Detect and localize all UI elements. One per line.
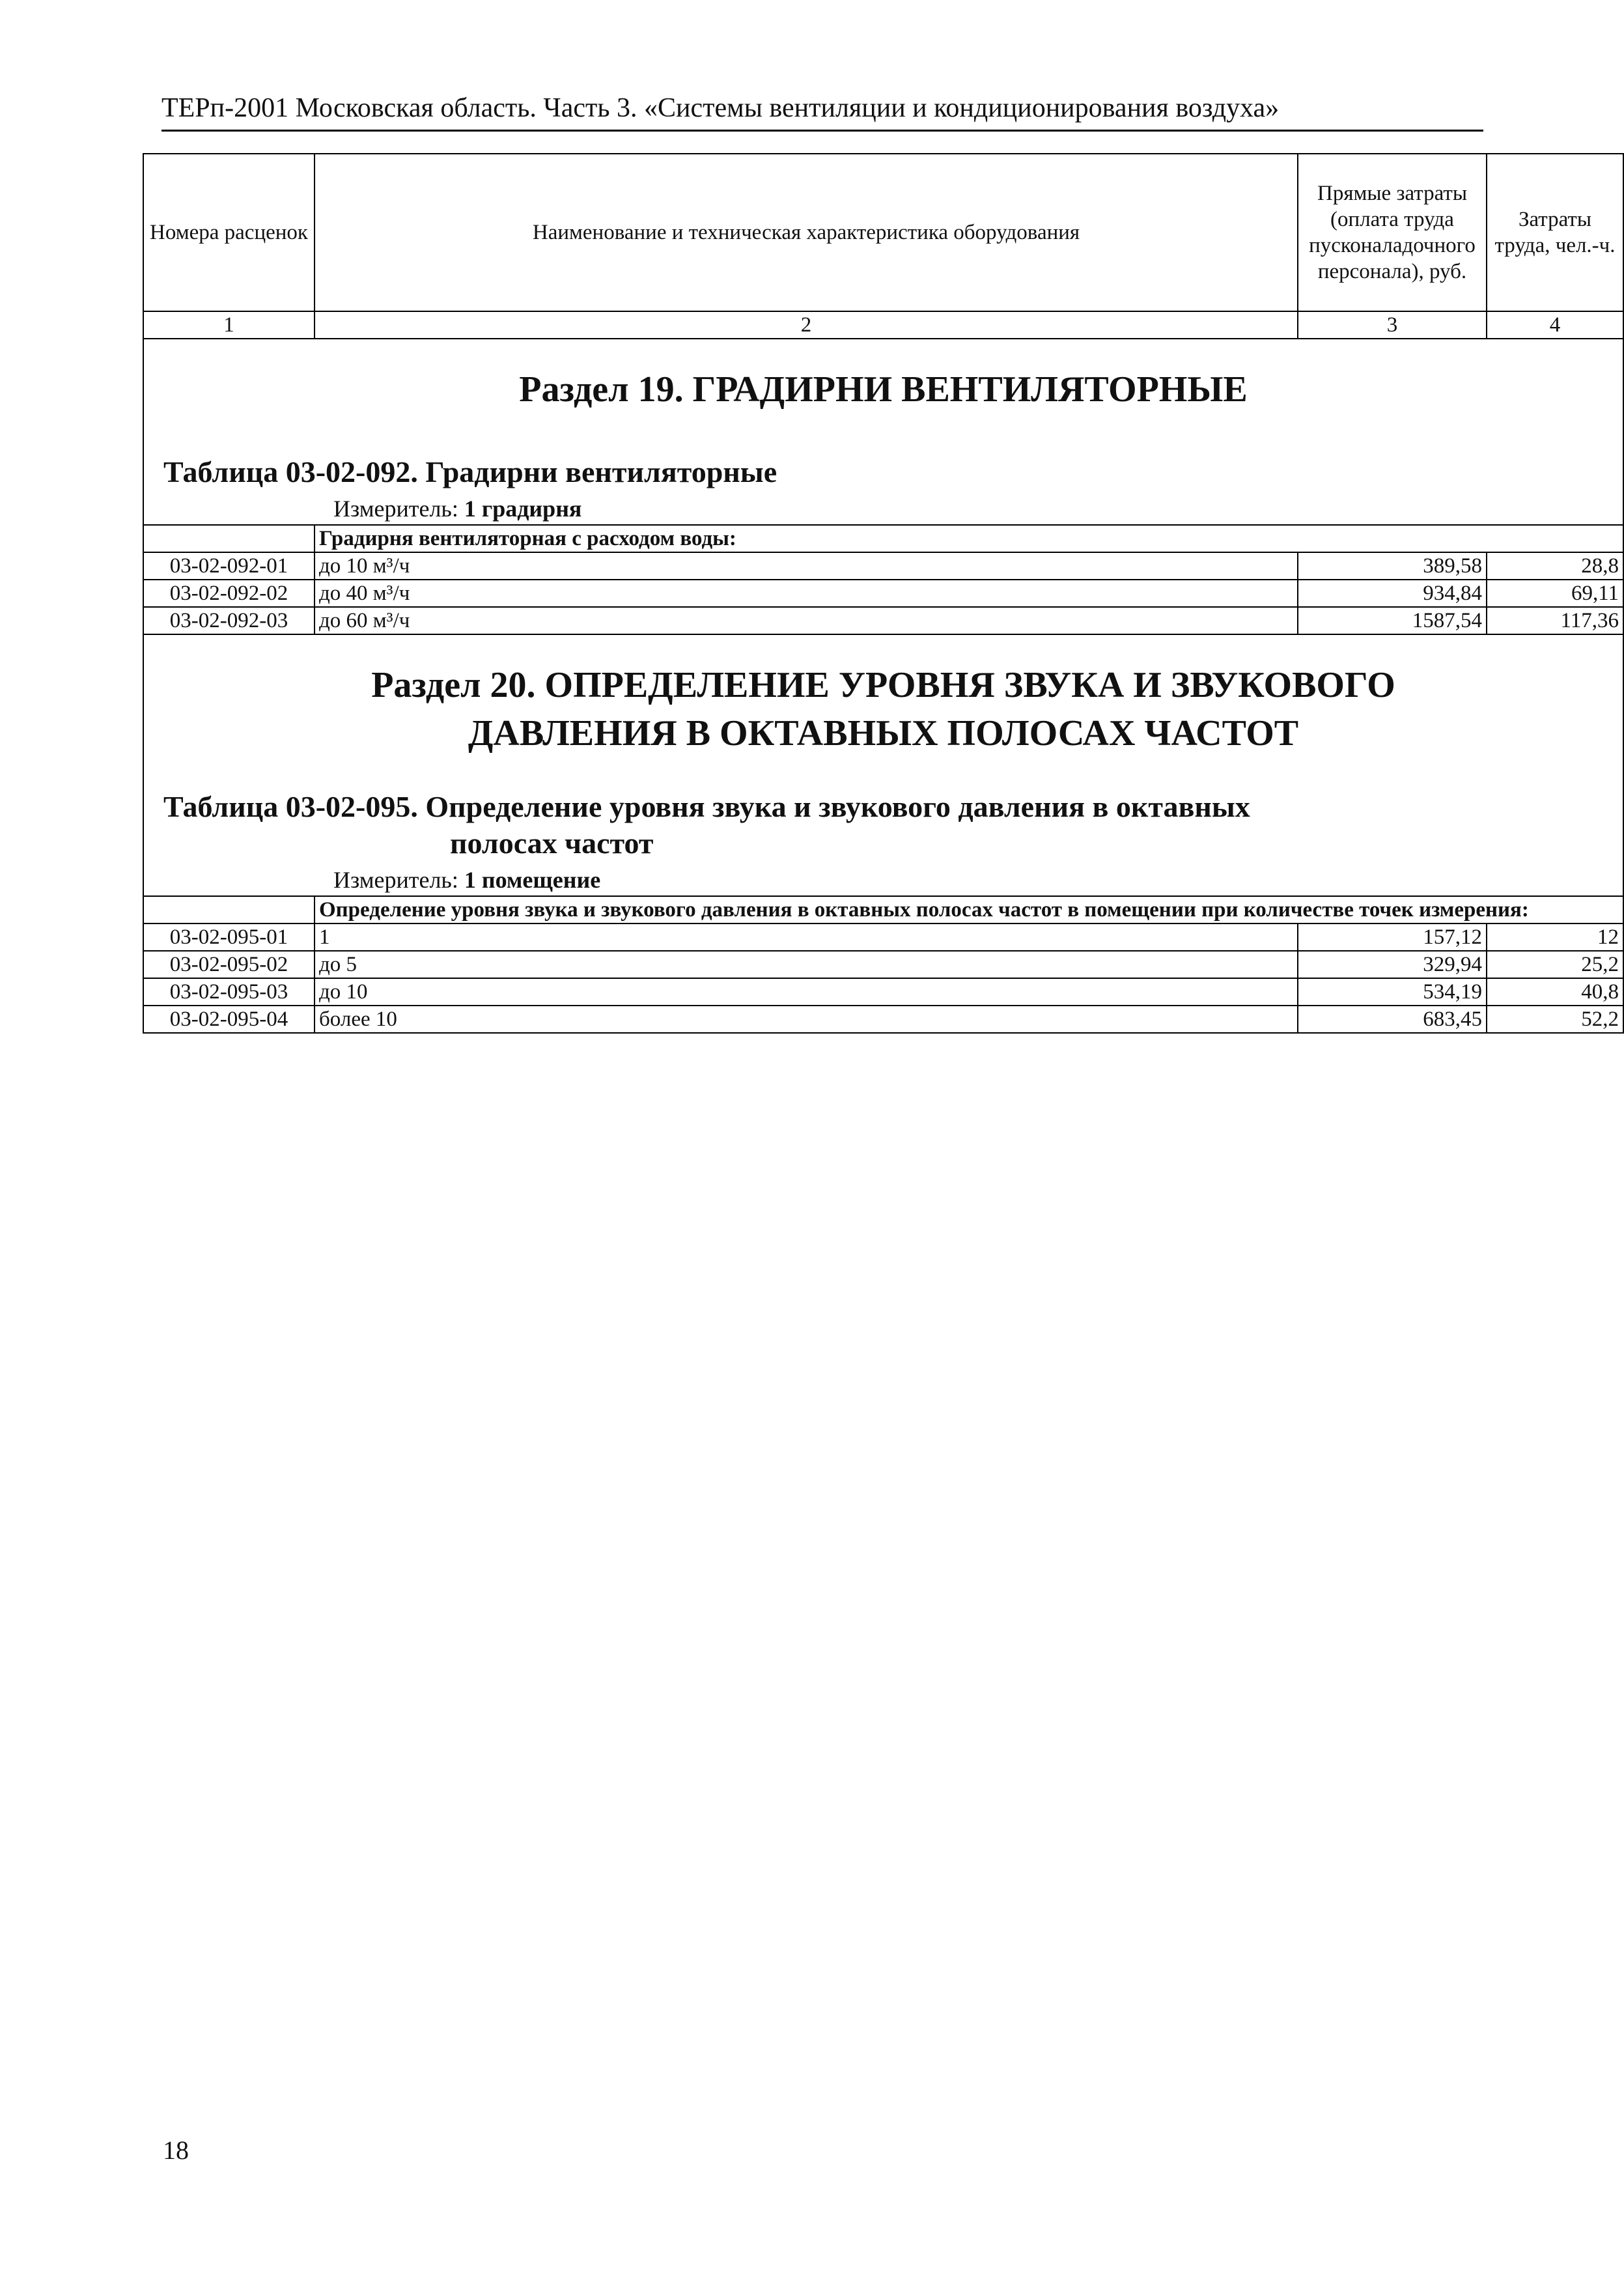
header-rule xyxy=(161,130,1483,132)
rate-labor: 40,8 xyxy=(1487,978,1623,1006)
table-095-title-line2: полосах частот xyxy=(450,826,654,860)
table-row xyxy=(143,923,1623,951)
table-095-title xyxy=(163,789,1619,862)
column-header-cost: Прямые затраты (оплата труда пусконаладочного персонала), руб. xyxy=(1298,154,1487,311)
rate-name: 1 xyxy=(315,923,1298,951)
rate-labor: 69,11 xyxy=(1487,580,1623,607)
section-19-heading-cell xyxy=(143,339,1623,525)
section-20-heading-row xyxy=(143,634,1623,896)
table-092-group-row xyxy=(143,525,1623,552)
page-number: 18 xyxy=(163,2136,189,2165)
table-095-group-title: Определение уровня звука и звукового давления в октавных полосах частот в помещении при количестве точек измерения: xyxy=(315,896,1623,923)
rate-name: до 5 xyxy=(315,951,1298,978)
table-092-meter xyxy=(333,494,1619,523)
section-20-title-line1: Раздел 20. ОПРЕДЕЛЕНИЕ УРОВНЯ ЗВУКА И ЗВУКОВОГО xyxy=(371,665,1395,705)
rate-code: 03-02-095-03 xyxy=(143,978,315,1006)
meter-label: Измеритель: xyxy=(333,867,458,893)
rate-code: 03-02-092-03 xyxy=(143,607,315,634)
meter-label: Измеритель: xyxy=(333,496,458,522)
column-number: 3 xyxy=(1298,311,1487,339)
table-row xyxy=(143,978,1623,1006)
rate-cost: 157,12 xyxy=(1298,923,1487,951)
rate-labor: 25,2 xyxy=(1487,951,1623,978)
section-19-heading-row xyxy=(143,339,1623,525)
column-number-row xyxy=(143,311,1623,339)
column-number: 4 xyxy=(1487,311,1623,339)
table-092-title: Таблица 03-02-092. Градирни вентиляторные xyxy=(163,455,777,488)
section-20-title-line2: ДАВЛЕНИЯ В ОКТАВНЫХ ПОЛОСАХ ЧАСТОТ xyxy=(468,713,1299,754)
rate-code: 03-02-092-01 xyxy=(143,552,315,580)
rate-name: до 60 м³/ч xyxy=(315,607,1298,634)
rate-code: 03-02-095-04 xyxy=(143,1006,315,1033)
meter-value: 1 градирня xyxy=(464,496,582,522)
rate-code: 03-02-092-02 xyxy=(143,580,315,607)
table-095-group-row xyxy=(143,896,1623,923)
rate-cost: 329,94 xyxy=(1298,951,1487,978)
rate-labor: 52,2 xyxy=(1487,1006,1623,1033)
table-092-group-title: Градирня вентиляторная с расходом воды: xyxy=(315,525,1623,552)
section-19-title: Раздел 19. ГРАДИРНИ ВЕНТИЛЯТОРНЫЕ xyxy=(519,369,1248,410)
table-095-meter xyxy=(333,866,1619,894)
table-095-title-line1: Таблица 03-02-095. Определение уровня звука и звукового давления в октавных xyxy=(163,790,1250,823)
rate-name: более 10 xyxy=(315,1006,1298,1033)
column-header-name: Наименование и техническая характеристика оборудования xyxy=(315,154,1298,311)
rate-labor: 28,8 xyxy=(1487,552,1623,580)
table-row xyxy=(143,552,1623,580)
table-row xyxy=(143,1006,1623,1033)
column-number: 2 xyxy=(315,311,1298,339)
rate-cost: 1587,54 xyxy=(1298,607,1487,634)
table-row xyxy=(143,951,1623,978)
price-table xyxy=(143,153,1624,1034)
table-row xyxy=(143,580,1623,607)
rate-cost: 934,84 xyxy=(1298,580,1487,607)
meter-value: 1 помещение xyxy=(464,867,601,893)
section-20-title xyxy=(148,661,1619,757)
rate-name: до 40 м³/ч xyxy=(315,580,1298,607)
rate-code: 03-02-095-02 xyxy=(143,951,315,978)
column-number: 1 xyxy=(143,311,315,339)
rate-labor: 12 xyxy=(1487,923,1623,951)
section-20-heading-cell xyxy=(143,634,1623,896)
table-header-row xyxy=(143,154,1623,311)
rate-cost: 683,45 xyxy=(1298,1006,1487,1033)
rate-cost: 534,19 xyxy=(1298,978,1487,1006)
rate-name: до 10 м³/ч xyxy=(315,552,1298,580)
running-header: ТЕРп-2001 Московская область. Часть 3. «Системы вентиляции и кондиционирования воздуха» xyxy=(161,93,1280,123)
rate-labor: 117,36 xyxy=(1487,607,1623,634)
column-header-code: Номера расценок xyxy=(143,154,315,311)
rate-cost: 389,58 xyxy=(1298,552,1487,580)
rate-name: до 10 xyxy=(315,978,1298,1006)
table-row xyxy=(143,607,1623,634)
column-header-labor: Затраты труда, чел.-ч. xyxy=(1487,154,1623,311)
rate-code: 03-02-095-01 xyxy=(143,923,315,951)
